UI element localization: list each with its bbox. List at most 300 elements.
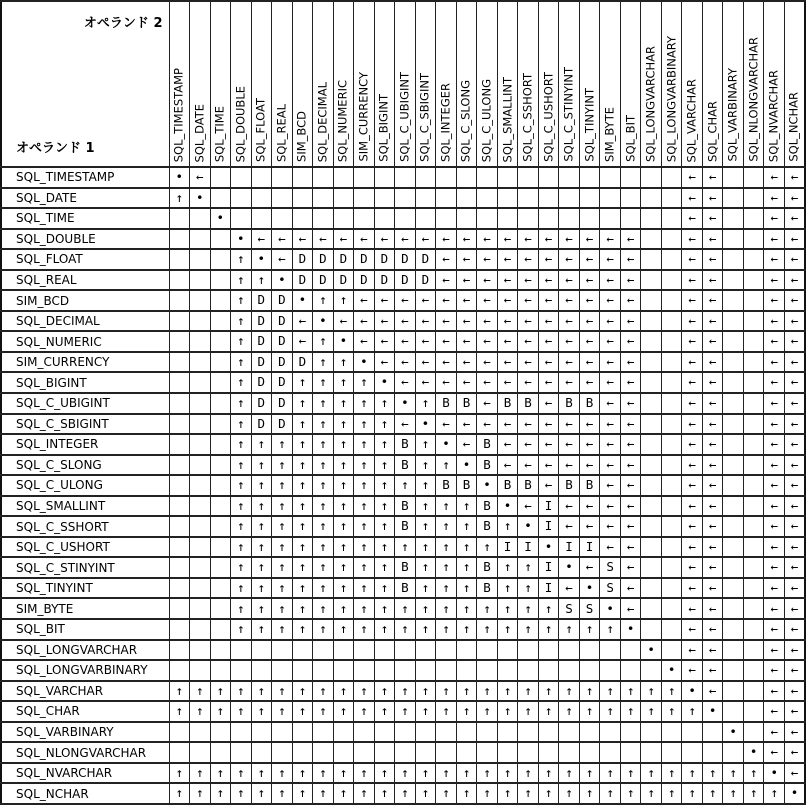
matrix-cell: ←: [764, 290, 785, 311]
matrix-cell: ↑: [231, 763, 252, 784]
matrix-cell: ←: [559, 496, 580, 517]
row-label: SQL_C_SBIGINT: [1, 414, 169, 435]
table-row: [1, 660, 805, 681]
matrix-cell: ←: [456, 414, 477, 435]
matrix-cell: [313, 722, 334, 743]
matrix-cell: ↑: [374, 537, 395, 558]
matrix-cell: ↑: [395, 701, 416, 722]
matrix-cell: ↑: [354, 393, 375, 414]
matrix-cell: [518, 167, 539, 188]
column-header: [251, 1, 272, 167]
matrix-cell: ←: [600, 331, 621, 352]
matrix-cell: [210, 455, 231, 476]
matrix-cell: [579, 640, 600, 661]
matrix-cell: ←: [477, 270, 498, 291]
matrix-cell: ↑: [538, 763, 559, 784]
matrix-cell: ←: [702, 660, 723, 681]
matrix-cell: •: [661, 660, 682, 681]
matrix-cell: ←: [702, 249, 723, 270]
matrix-cell: ↑: [210, 701, 231, 722]
matrix-cell: [743, 270, 764, 291]
matrix-cell: ↑: [333, 496, 354, 517]
matrix-cell: ↑: [354, 434, 375, 455]
operand-2-label: オペランド 2: [83, 16, 163, 31]
matrix-cell: ←: [190, 167, 211, 188]
matrix-cell: ↑: [354, 701, 375, 722]
matrix-cell: ←: [600, 270, 621, 291]
matrix-cell: ←: [292, 229, 313, 250]
matrix-cell: B: [477, 434, 498, 455]
matrix-cell: [231, 188, 252, 209]
matrix-cell: [477, 188, 498, 209]
matrix-cell: [518, 660, 539, 681]
matrix-cell: ←: [497, 290, 518, 311]
matrix-cell: ↑: [436, 578, 457, 599]
matrix-cell: ←: [477, 352, 498, 373]
matrix-cell: ↑: [333, 434, 354, 455]
matrix-cell: ↑: [272, 537, 293, 558]
matrix-cell: ←: [579, 270, 600, 291]
matrix-cell: [661, 188, 682, 209]
matrix-cell: ↑: [456, 598, 477, 619]
matrix-cell: ←: [354, 229, 375, 250]
matrix-cell: •: [436, 434, 457, 455]
matrix-cell: I: [538, 578, 559, 599]
column-header-label: SQL_NUMERIC: [335, 79, 350, 162]
matrix-cell: ↑: [333, 619, 354, 640]
matrix-cell: ←: [620, 414, 641, 435]
matrix-cell: [190, 352, 211, 373]
matrix-cell: [579, 722, 600, 743]
matrix-cell: ↑: [518, 701, 539, 722]
matrix-cell: ←: [374, 229, 395, 250]
matrix-cell: [169, 393, 190, 414]
column-header: [600, 1, 621, 167]
matrix-cell: ↑: [497, 783, 518, 804]
matrix-cell: [374, 742, 395, 763]
matrix-cell: ↑: [436, 783, 457, 804]
matrix-cell: ←: [518, 311, 539, 332]
matrix-cell: ↑: [333, 414, 354, 435]
matrix-cell: [661, 722, 682, 743]
matrix-cell: ↑: [251, 681, 272, 702]
matrix-cell: ↑: [231, 249, 252, 270]
matrix-cell: [313, 640, 334, 661]
matrix-cell: [169, 414, 190, 435]
matrix-cell: ↑: [292, 598, 313, 619]
matrix-cell: ↑: [354, 372, 375, 393]
matrix-cell: ↑: [456, 537, 477, 558]
matrix-cell: ↑: [415, 598, 436, 619]
matrix-cell: ↑: [518, 681, 539, 702]
matrix-cell: [723, 537, 744, 558]
column-header: [272, 1, 293, 167]
matrix-cell: D: [251, 393, 272, 414]
matrix-cell: ↑: [292, 557, 313, 578]
matrix-cell: ↑: [354, 598, 375, 619]
matrix-cell: [743, 619, 764, 640]
matrix-cell: ←: [784, 598, 805, 619]
matrix-cell: ←: [784, 188, 805, 209]
matrix-cell: ←: [477, 290, 498, 311]
matrix-cell: [641, 414, 662, 435]
matrix-cell: ←: [784, 434, 805, 455]
column-header: [354, 1, 375, 167]
matrix-cell: ←: [436, 414, 457, 435]
matrix-cell: [333, 722, 354, 743]
matrix-cell: ↑: [251, 701, 272, 722]
matrix-cell: [661, 331, 682, 352]
matrix-cell: ←: [784, 619, 805, 640]
matrix-cell: ←: [784, 763, 805, 784]
matrix-cell: ↑: [661, 783, 682, 804]
matrix-cell: [313, 188, 334, 209]
matrix-cell: [641, 742, 662, 763]
matrix-cell: ←: [477, 414, 498, 435]
matrix-cell: [354, 188, 375, 209]
matrix-cell: ←: [600, 311, 621, 332]
matrix-cell: ←: [333, 229, 354, 250]
matrix-cell: ↑: [333, 537, 354, 558]
matrix-cell: [723, 352, 744, 373]
matrix-cell: ←: [784, 701, 805, 722]
matrix-cell: ↑: [415, 681, 436, 702]
matrix-cell: ←: [764, 414, 785, 435]
matrix-cell: ↑: [497, 619, 518, 640]
row-label: SQL_VARBINARY: [1, 722, 169, 743]
matrix-cell: [395, 722, 416, 743]
matrix-cell: [641, 516, 662, 537]
table-row: [1, 783, 805, 804]
matrix-cell: ↑: [702, 763, 723, 784]
matrix-cell: ↑: [702, 783, 723, 804]
matrix-cell: ↑: [415, 701, 436, 722]
matrix-cell: ↑: [600, 763, 621, 784]
matrix-cell: [620, 208, 641, 229]
matrix-cell: [538, 208, 559, 229]
column-header-label: SQL_NLONGVARCHAR: [745, 37, 760, 162]
matrix-cell: [190, 208, 211, 229]
matrix-cell: ←: [702, 270, 723, 291]
table-row: [1, 619, 805, 640]
matrix-cell: [518, 722, 539, 743]
matrix-cell: [641, 475, 662, 496]
matrix-cell: ←: [784, 516, 805, 537]
matrix-cell: ←: [764, 557, 785, 578]
matrix-cell: ←: [620, 475, 641, 496]
matrix-cell: [436, 188, 457, 209]
matrix-cell: ←: [436, 229, 457, 250]
table-row: [1, 352, 805, 373]
matrix-cell: •: [272, 270, 293, 291]
matrix-cell: ↑: [313, 783, 334, 804]
column-header: [395, 1, 416, 167]
matrix-cell: ↑: [231, 331, 252, 352]
matrix-cell: ←: [702, 188, 723, 209]
matrix-cell: [518, 208, 539, 229]
matrix-cell: ↑: [251, 516, 272, 537]
matrix-cell: ←: [374, 311, 395, 332]
matrix-cell: ←: [374, 290, 395, 311]
matrix-cell: [723, 188, 744, 209]
matrix-cell: ←: [477, 229, 498, 250]
matrix-cell: ↑: [477, 783, 498, 804]
row-label: SQL_REAL: [1, 270, 169, 291]
matrix-cell: [169, 352, 190, 373]
matrix-cell: [682, 742, 703, 763]
matrix-cell: [313, 208, 334, 229]
matrix-cell: [723, 475, 744, 496]
matrix-cell: ↑: [436, 598, 457, 619]
matrix-cell: [641, 537, 662, 558]
matrix-cell: ←: [764, 722, 785, 743]
matrix-cell: [600, 742, 621, 763]
matrix-cell: [231, 167, 252, 188]
matrix-cell: ↑: [313, 619, 334, 640]
column-header: [559, 1, 580, 167]
matrix-cell: •: [313, 311, 334, 332]
matrix-cell: ←: [436, 311, 457, 332]
matrix-cell: [723, 619, 744, 640]
row-label: SIM_CURRENCY: [1, 352, 169, 373]
matrix-cell: ↑: [169, 763, 190, 784]
matrix-cell: [292, 167, 313, 188]
matrix-cell: [210, 414, 231, 435]
matrix-cell: ←: [764, 208, 785, 229]
matrix-cell: [743, 290, 764, 311]
matrix-cell: ←: [764, 619, 785, 640]
matrix-cell: ←: [538, 434, 559, 455]
matrix-cell: B: [436, 393, 457, 414]
matrix-cell: [661, 167, 682, 188]
matrix-cell: ←: [395, 331, 416, 352]
matrix-cell: ↑: [497, 516, 518, 537]
matrix-cell: D: [313, 249, 334, 270]
column-header-label: SQL_C_ULONG: [479, 78, 494, 162]
matrix-cell: ↑: [333, 393, 354, 414]
matrix-cell: ←: [538, 372, 559, 393]
matrix-cell: ↑: [313, 434, 334, 455]
column-header-label: SQL_DATE: [192, 103, 207, 162]
matrix-cell: ↑: [518, 783, 539, 804]
matrix-cell: [579, 660, 600, 681]
matrix-cell: [210, 640, 231, 661]
matrix-cell: [272, 722, 293, 743]
matrix-cell: [497, 640, 518, 661]
matrix-cell: ←: [559, 414, 580, 435]
matrix-cell: [210, 249, 231, 270]
matrix-cell: I: [579, 537, 600, 558]
matrix-cell: ←: [579, 414, 600, 435]
table-row: [1, 290, 805, 311]
matrix-cell: ↑: [579, 681, 600, 702]
matrix-cell: •: [723, 722, 744, 743]
matrix-cell: ↑: [497, 578, 518, 599]
matrix-cell: D: [251, 290, 272, 311]
matrix-cell: [723, 311, 744, 332]
matrix-cell: ←: [579, 229, 600, 250]
matrix-cell: ↑: [313, 331, 334, 352]
matrix-cell: [190, 578, 211, 599]
matrix-cell: ↑: [292, 455, 313, 476]
matrix-cell: ↑: [333, 701, 354, 722]
matrix-cell: [743, 229, 764, 250]
matrix-cell: [210, 537, 231, 558]
matrix-cell: [190, 640, 211, 661]
matrix-cell: [190, 393, 211, 414]
table-row: [1, 229, 805, 250]
column-header: [620, 1, 641, 167]
matrix-cell: [251, 167, 272, 188]
matrix-cell: [354, 208, 375, 229]
matrix-cell: ↑: [354, 619, 375, 640]
row-label: SQL_TIME: [1, 208, 169, 229]
row-label: SQL_CHAR: [1, 701, 169, 722]
table-row: [1, 434, 805, 455]
matrix-cell: [743, 598, 764, 619]
matrix-cell: ↑: [579, 763, 600, 784]
matrix-cell: ←: [620, 270, 641, 291]
matrix-cell: [210, 434, 231, 455]
matrix-cell: •: [702, 701, 723, 722]
matrix-cell: ↑: [333, 681, 354, 702]
matrix-cell: ↑: [333, 578, 354, 599]
matrix-cell: ←: [456, 331, 477, 352]
matrix-cell: [600, 167, 621, 188]
matrix-cell: B: [497, 475, 518, 496]
column-header-label: SQL_C_USHORT: [540, 72, 555, 162]
matrix-cell: ↑: [538, 701, 559, 722]
matrix-cell: ↑: [518, 557, 539, 578]
matrix-cell: ↑: [538, 598, 559, 619]
matrix-cell: ←: [415, 311, 436, 332]
matrix-cell: ←: [764, 249, 785, 270]
corner-cell: [1, 1, 169, 167]
matrix-cell: [723, 372, 744, 393]
matrix-cell: [231, 722, 252, 743]
column-header-label: SQL_FLOAT: [253, 98, 268, 162]
matrix-cell: ←: [600, 455, 621, 476]
matrix-cell: [743, 331, 764, 352]
matrix-cell: [210, 598, 231, 619]
matrix-cell: [559, 188, 580, 209]
matrix-cell: ↑: [354, 537, 375, 558]
matrix-cell: ↑: [292, 537, 313, 558]
matrix-cell: ↑: [641, 783, 662, 804]
matrix-cell: [169, 557, 190, 578]
matrix-cell: ←: [579, 331, 600, 352]
matrix-cell: ↑: [313, 475, 334, 496]
matrix-cell: [292, 188, 313, 209]
matrix-cell: ↑: [395, 619, 416, 640]
matrix-cell: ←: [764, 311, 785, 332]
matrix-cell: ↑: [313, 414, 334, 435]
matrix-cell: [354, 742, 375, 763]
row-label: SQL_NUMERIC: [1, 331, 169, 352]
matrix-cell: [292, 722, 313, 743]
matrix-cell: ↑: [743, 783, 764, 804]
matrix-cell: [538, 742, 559, 763]
matrix-cell: ↑: [415, 557, 436, 578]
matrix-cell: ←: [784, 496, 805, 517]
matrix-cell: [559, 167, 580, 188]
matrix-cell: ↑: [190, 681, 211, 702]
matrix-cell: ←: [702, 537, 723, 558]
matrix-cell: ↑: [374, 414, 395, 435]
matrix-cell: [251, 188, 272, 209]
matrix-cell: ↑: [292, 475, 313, 496]
matrix-cell: [723, 681, 744, 702]
matrix-cell: •: [497, 496, 518, 517]
matrix-cell: [456, 660, 477, 681]
column-header-label: SQL_LONGVARBINARY: [663, 35, 678, 162]
matrix-cell: ←: [702, 352, 723, 373]
matrix-cell: [169, 331, 190, 352]
matrix-cell: ←: [784, 249, 805, 270]
matrix-cell: ↑: [374, 598, 395, 619]
matrix-cell: ↑: [272, 516, 293, 537]
matrix-cell: [538, 640, 559, 661]
matrix-cell: ↑: [313, 598, 334, 619]
matrix-cell: ↑: [456, 557, 477, 578]
matrix-cell: ↑: [682, 763, 703, 784]
matrix-cell: ↑: [251, 619, 272, 640]
matrix-cell: ←: [702, 393, 723, 414]
column-header: [518, 1, 539, 167]
table-row: [1, 598, 805, 619]
matrix-cell: [641, 290, 662, 311]
matrix-cell: ↑: [518, 598, 539, 619]
matrix-cell: ↑: [620, 763, 641, 784]
matrix-cell: ←: [620, 455, 641, 476]
matrix-cell: ←: [538, 393, 559, 414]
matrix-cell: ↑: [272, 598, 293, 619]
matrix-cell: [743, 496, 764, 517]
matrix-cell: [395, 188, 416, 209]
table-row: [1, 722, 805, 743]
row-label: SQL_BIGINT: [1, 372, 169, 393]
matrix-cell: ↑: [231, 681, 252, 702]
matrix-cell: ←: [682, 229, 703, 250]
column-header-label: SQL_LONGVARCHAR: [643, 45, 658, 162]
matrix-cell: [620, 742, 641, 763]
matrix-cell: ←: [415, 352, 436, 373]
row-label: SQL_TIMESTAMP: [1, 167, 169, 188]
matrix-cell: ↑: [190, 701, 211, 722]
matrix-cell: S: [600, 557, 621, 578]
matrix-cell: ←: [456, 372, 477, 393]
matrix-cell: ←: [682, 578, 703, 599]
matrix-cell: ↑: [415, 537, 436, 558]
matrix-cell: ↑: [497, 763, 518, 784]
matrix-cell: ↑: [169, 188, 190, 209]
matrix-cell: [436, 742, 457, 763]
matrix-cell: [661, 290, 682, 311]
matrix-cell: ←: [784, 742, 805, 763]
matrix-cell: [210, 578, 231, 599]
matrix-cell: ↑: [620, 783, 641, 804]
matrix-cell: [641, 660, 662, 681]
matrix-cell: [415, 640, 436, 661]
matrix-cell: B: [559, 393, 580, 414]
matrix-cell: ←: [702, 290, 723, 311]
matrix-cell: [436, 660, 457, 681]
matrix-cell: ←: [538, 249, 559, 270]
matrix-cell: ←: [497, 352, 518, 373]
matrix-cell: [518, 742, 539, 763]
matrix-cell: ←: [702, 640, 723, 661]
matrix-cell: ←: [620, 352, 641, 373]
